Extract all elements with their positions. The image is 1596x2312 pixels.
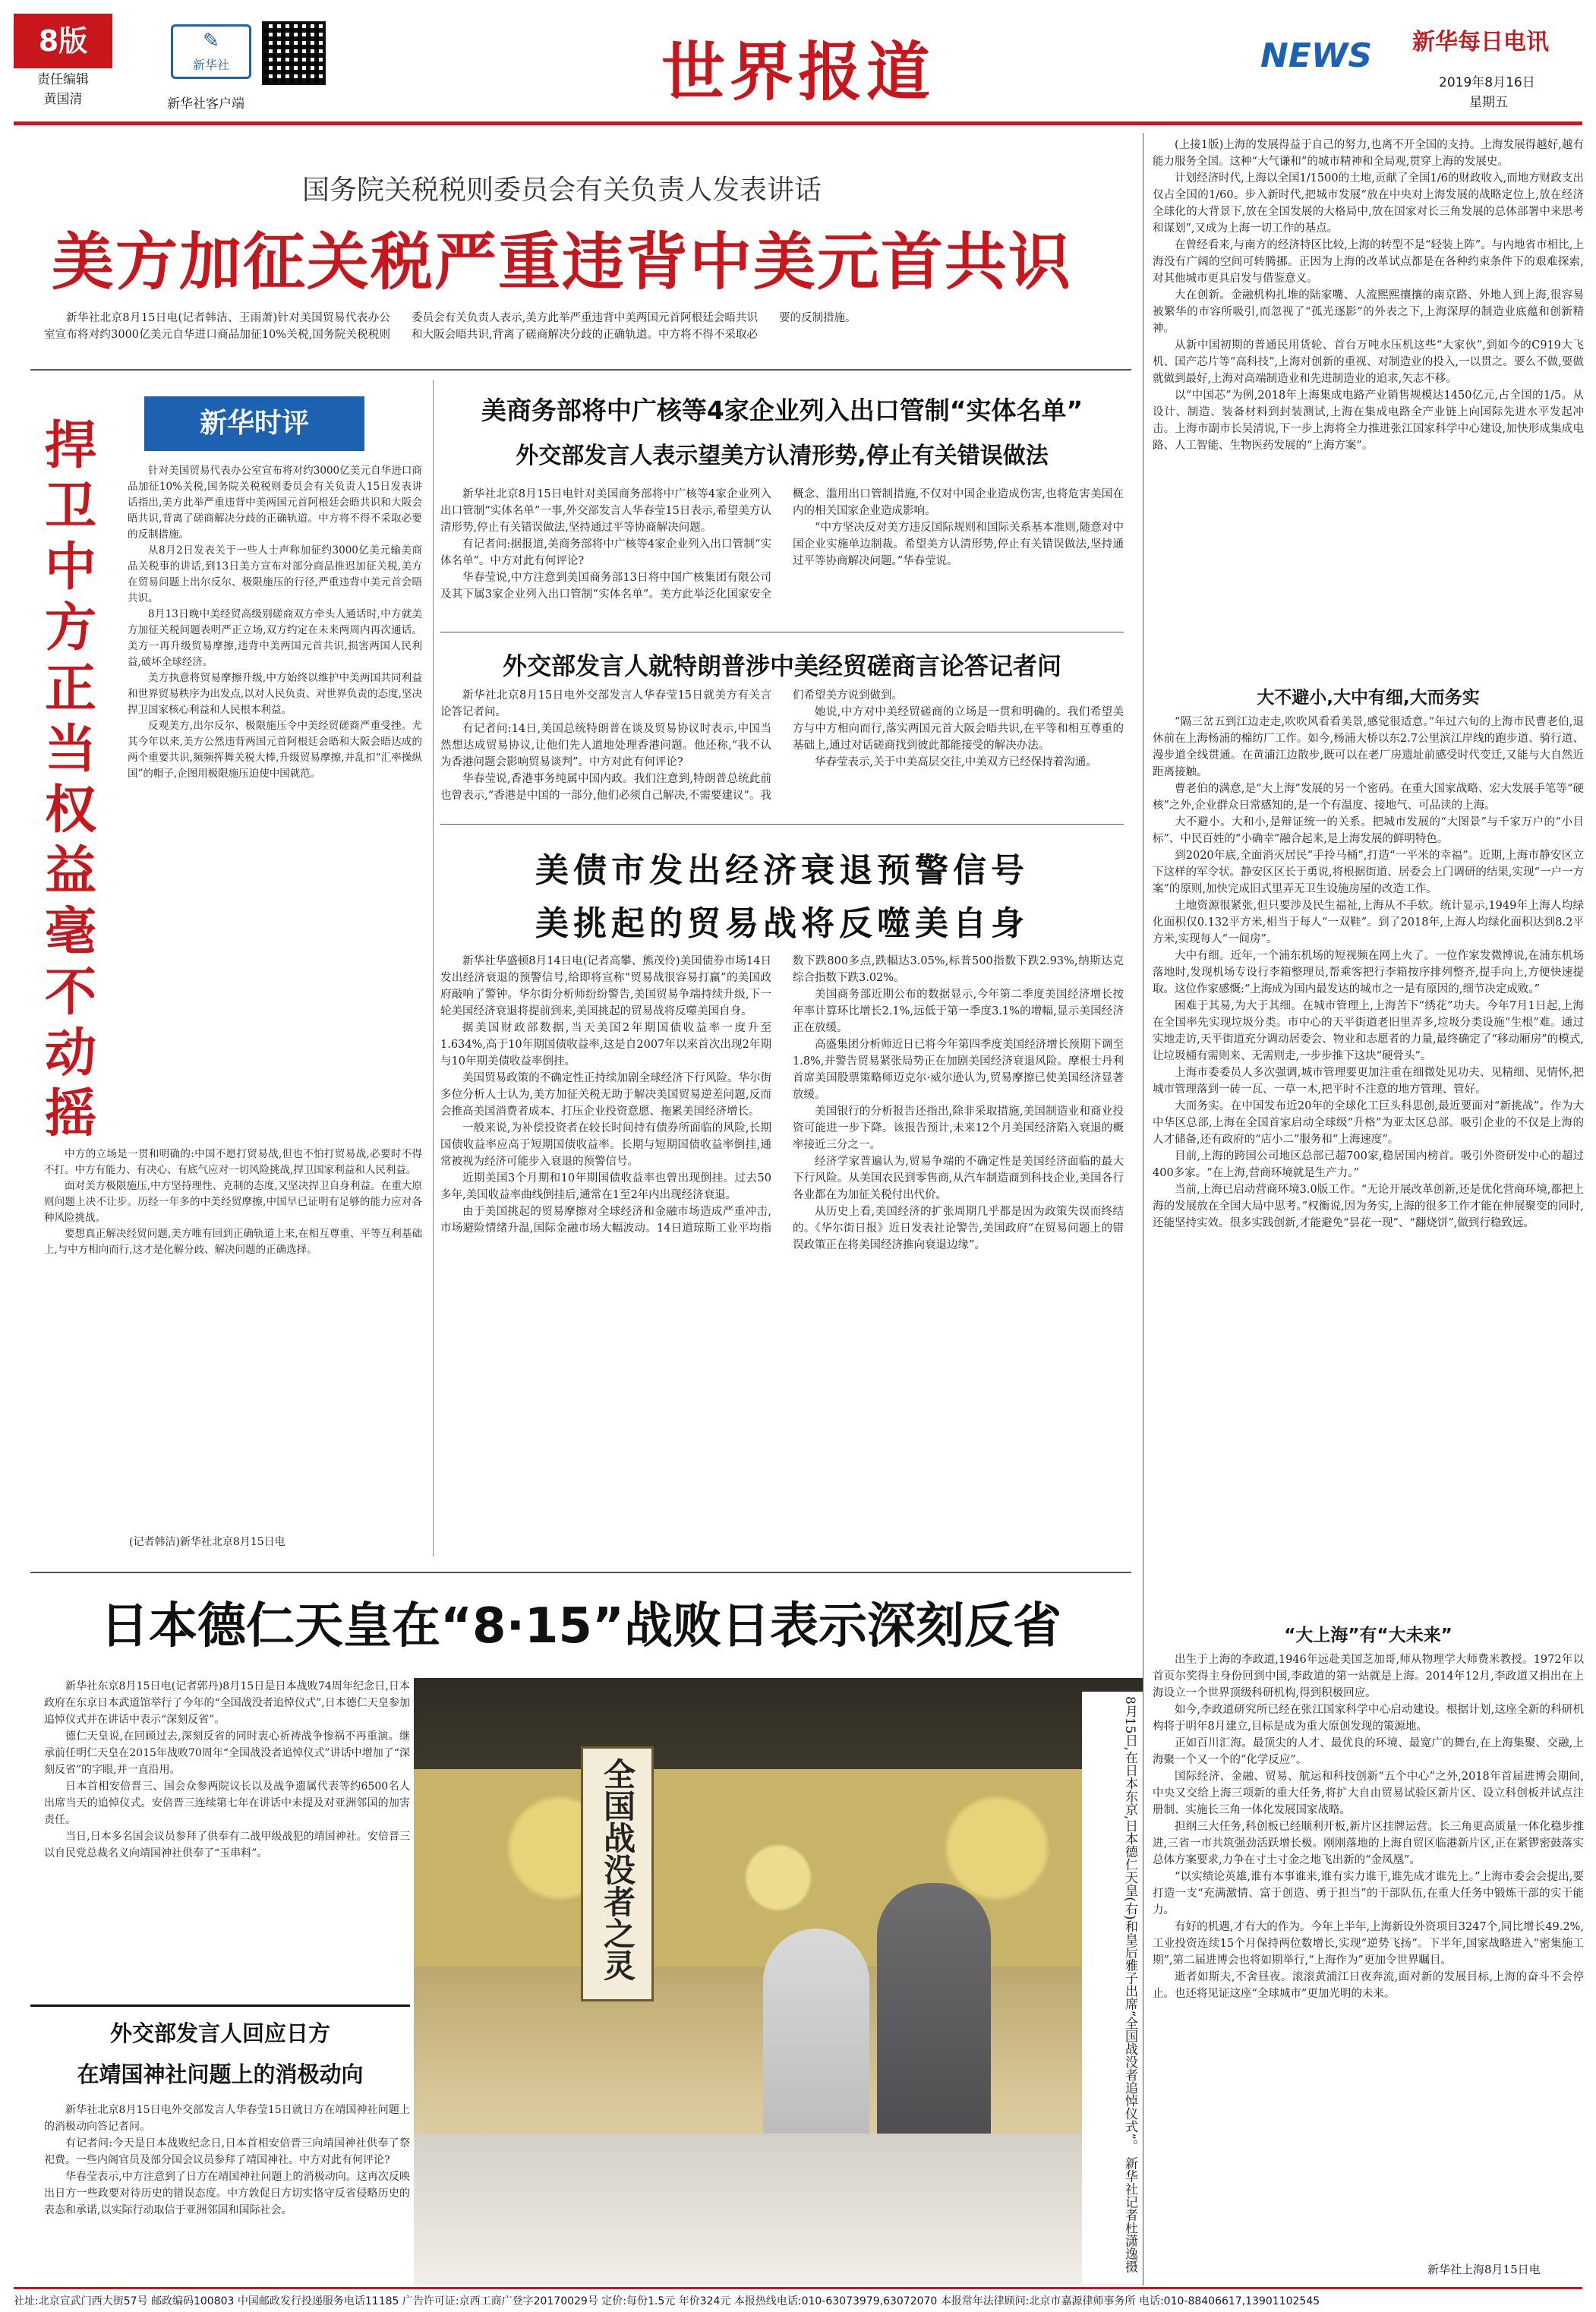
ceremony-photo <box>414 1678 1143 2285</box>
commentary-byline: (记者韩洁)新华社北京8月15日电 <box>129 1536 285 1548</box>
article4-paragraph: 高盛集团分析师近日已将今年第四季度美国经济增长预期下调至1.8%,并警告贸易紧张局势正在加剧美国经济衰退风险。摩根士丹利首席美国股票策略师迈克尔·威尔逊认为,贸易摩擦已使美国经济显著放缓。 <box>793 1039 1124 1101</box>
memorial-text: 全国战没者之灵 <box>599 1758 636 1981</box>
article2-body <box>440 486 1124 623</box>
right-col-paragraph: 国际经济、金融、贸易、航运和科技创新“五个中心”之外,2018年首届进博会期间,中央又交给上海三项新的重大任务,将扩大自由贸易试验区新片区、设立科创板并试点注册制、实施长三角一体化发展国家战略。 <box>1153 1771 1584 1816</box>
article4-paragraph: 近期美国3个月期和10年期国债收益率也曾出现倒挂。过去50多年,美国收益率曲线倒挂后,通常在1至2年内出现经济衰退。 <box>440 1172 771 1201</box>
article4-paragraph: 由于美国挑起的贸易摩擦对全球经济和金融市场造成严重冲击,市场避险情绪升温,国际金融市场大幅波动。14日道琼斯工业平均指数下跌800多点,跌幅达3.05%,标普500指数下跌2.93%,纳斯达克综合指数下跌3.02%。 <box>440 955 1124 1235</box>
article5-paragraph: 新华社东京8月15日电(记者郭丹)8月15日是日本战败74周年纪念日,日本政府在东京日本武道馆举行了今年的“全国战没者追悼仪式”,日本德仁天皇参加追悼仪式并在讲话中表示“深刻反省”。 <box>44 1680 410 1726</box>
editor-name: 黄国清 <box>43 92 83 107</box>
commentary-paragraph: 美方执意将贸易摩擦升级,中方始终以维护中美两国共同利益和世界贸易秩序为出发点,以对人民负责、对世界负责的态度,坚决捍卫国家核心利益和人民根本利益。 <box>128 672 422 716</box>
lead-kicker: 国务院关税税则委员会有关负责人发表讲话 <box>301 175 822 206</box>
right-col-paragraph: 当前,上海已启动营商环境3.0版工作。“无论开展改革创新,还是优化营商环境,都把上海的发展放在全国大局中思考。”权衡说,因为务实,上海的很多工作才能在伸展聚变的同时,还能坚持实效。很多实践创新,才能避免“昙花一现”、“翻烧饼”,做到行稳致远。 <box>1153 1184 1584 1229</box>
right-col-byline: 新华社上海8月15日电 <box>1427 2263 1541 2276</box>
commentary-paragraph: 8月13日晚中美经贸高级别磋商双方牵头人通话时,中方就美方加征关税问题表明严正立场,双方约定在未来两周内再次通话。美方一再升级贸易摩擦,违背中美两国元首共识,损害两国人民利益,破坏全球经济。 <box>128 608 422 668</box>
commentary-paragraph: 针对美国贸易代表办公室宣布将对约3000亿美元自华进口商品加征10%关税,国务院关税税则委员会有关负责人15日发表讲话指出,美方此举严重违背中美两国元首阿根廷会晤共识和大阪会晤共识,背离了磋商解决分歧的正确轨道。中方将不得不采取必要的反制措施。 <box>128 465 422 541</box>
right-col-paragraph: 逝者如斯夫,不舍昼夜。滚滚黄浦江日夜奔流,面对新的发展目标,上海的奋斗不会停止。也还将见证这座“全球城市”更加光明的未来。 <box>1153 1971 1584 2000</box>
right-col-paragraph: 以“中国芯”为例,2018年上海集成电路产业销售规模达1450亿元,占全国的1/5。从设计、制造、装备材料到封装测试,上海在集成电路全产业链上向国际先进水平发起冲击。上海市副市长吴清说,下一步上海将全力推进张江国家科学中心建设,加快形成集成电路、人工智能、生物医药发展的“上海方案”。 <box>1153 390 1584 452</box>
right-col-paragraph: 在曾经看来,与南方的经济特区比较,上海的转型不是“轻装上阵”。与内地省市相比,上海没有广阔的空间可转腾挪。正因为上海的改革试点都是在各种约束条件下的艰难探索,对其他城市更具启发与借鉴意义。 <box>1153 239 1584 285</box>
masthead: 世界报道 <box>661 35 935 109</box>
memorial-pillar <box>581 1746 654 2001</box>
commentary-body <box>128 463 422 1139</box>
article5-paragraph: 日本首相安倍晋三、国会众参两院议长以及战争遗属代表等约6500名人出席当天的追悼仪式。安倍晋三连续第七年在讲话中未提及对亚洲邻国的加害责任。 <box>44 1781 410 1826</box>
article2-title: 美商务部将中广核等4家企业列入出口管制“实体名单” <box>481 396 1083 425</box>
right-col-paragraph: 如今,李政道研究所已经在张江国家科学中心启动建设。根据计划,这座全新的科研机构将于明年8月建立,目标是成为重大原创发现的策源地。 <box>1153 1704 1584 1733</box>
right-col-paragraph: 担纲三大任务,科创板已经顺利开板,新片区挂牌运营。长三角更高质量一体化稳步推进,三省一市共筑强劲活跃增长极。刚刚落地的上海自贸区临港新片区,正在紧锣密鼓落实总体方案要求,力争在寸土寸金之地飞出新的“金凤凰”。 <box>1153 1821 1584 1866</box>
article3-paragraph: 新华社北京8月15日电外交部发言人华春莹15日就美方有关言论答记者问。 <box>440 689 771 718</box>
divider <box>30 1572 1131 1573</box>
article6-paragraph: 有记者问:今天是日本战败纪念日,日本首相安倍晋三向靖国神社供奉了祭祀费。一些内阁官员及部分国会议员参拜了靖国神社。中方对此有何评论? <box>44 2137 410 2166</box>
right-col-paragraph: 困难于其易,为大于其细。在城市管理上,上海苦下“绣花”功夫。今年7月1日起,上海在全国率先实现垃圾分类。市中心的天平街道老旧里弄多,垃圾分类设施“生根”难。通过实地走访,天平街道充分调动居委会、物业和志愿者的力量,最终确定了“移动厢房”的模式,让垃圾桶有需则来、无需则走,一步步推下这块“硬骨头”。 <box>1153 1000 1584 1062</box>
article6-body <box>44 2102 410 2291</box>
article6-paragraph: 新华社北京8月15日电外交部发言人华春莹15日就日方在靖国神社问题上的消极动向答记者问。 <box>44 2104 410 2133</box>
article4-title-2: 美挑起的贸易战将反噬美自身 <box>535 904 1029 943</box>
article4-paragraph: 一般来说,为补偿投资者在较长时间持有债券所面临的风险,长期国债收益率应高于短期国债收益率。长期与短期国债收益率倒挂,通常被视为经济可能步入衰退的预警信号。 <box>440 1122 771 1168</box>
article6-paragraph: 华春莹表示,中方注意到了日方在靖国神社问题上的消极动向。这再次反映出日方一些政要对待历史的错误态度。中方敦促日方切实恪守反省侵略历史的表态和承诺,以实际行动取信于亚洲邻国和国际社会。 <box>44 2171 410 2216</box>
article4-paragraph: 据美国财政部数据,当天美国2年期国债收益率一度升至1.634%,高于10年期国债收益率,这是自2007年以来首次出现2年期与10年期美债收益率倒挂。 <box>440 1022 771 1068</box>
issue-weekday: 星期五 <box>1469 95 1508 110</box>
article5-body <box>44 1678 410 2004</box>
article5-title: 日本德仁天皇在“8·15”战败日表示深刻反省 <box>99 1598 1062 1654</box>
article4-paragraph: 经济学家普遍认为,贸易争端的不确定性是美国经济面临的最大下行风险。从美国农民到零售商,从汽车制造商到科技企业,美国各行各业都在为加征关税付出代价。 <box>793 1156 1124 1201</box>
right-col-body-2 <box>1153 714 1584 1598</box>
commentary-title: 捍卫中方正当权益毫不动摇 <box>44 416 96 1144</box>
edition-number: 8版 <box>14 14 112 68</box>
lead-paragraph: 新华社北京8月15日电(记者韩洁、王雨萧)针对美国贸易代表办公室宣布将对约3000亿美元自华进口商品加征10%关税,国务院关税税则委员会有关负责人表示,美方此举严重违背中美两国元首阿根廷会晤共识和大阪会晤共识,背离了磋商解决分歧的正确轨道。中方将不得不采取必要的反制措施。 <box>44 312 856 341</box>
article2-paragraph: 华春莹说,中方注意到美国商务部13日将中国广核集团有限公司及其下属3家企业列入出口管制“实体名单”。美方此举泛化国家安全概念、滥用出口管制措施,不仅对中国企业造成伤害,也将危害美国在内的相关国家企业造成影响。 <box>440 488 1124 601</box>
commentary-body-cont <box>44 1147 422 1526</box>
xinhua-logo-text: 新华社 <box>192 58 229 72</box>
right-col-paragraph: 计划经济时代,上海以全国1/1500的土地,贡献了全国1/6的财政收入,而地方财政支出仅占全国的1/60。步入新时代,把城市发展“放在中央对上海发展的战略定位上,放在经济全球化的大背景下,放在全国发展的大格局中,放在国家对长三角发展的总体部署中来思考和谋划”,又成为上海一切工作的基点。 <box>1153 172 1584 235</box>
article5-paragraph: 德仁天皇说,在回顾过去,深刻反省的同时衷心祈祷战争惨祸不再重演。继承前任明仁天皇在2015年战败70周年“全国战没者追悼仪式”讲话中增加了“深刻反省”的字眼,并一直沿用。 <box>44 1730 410 1776</box>
commentary-paragraph: 要想真正解决经贸问题,美方唯有回到正确轨道上来,在相互尊重、平等互利基础上,与中方相向而行,这才是化解分歧、解决问题的正确选择。 <box>44 1228 422 1256</box>
article2-paragraph: “中方坚决反对美方违反国际规则和国际关系基本准则,随意对中国企业实施单边制裁。希望美方认清形势,停止有关错误做法,坚持通过平等协商解决问题。”华春莹说。 <box>793 522 1124 567</box>
right-col-paragraph: 大而务实。在中国发布近20年的全球化工巨头科思创,最近要面对“新挑战”。作为大中华区总部,上海在全国首家启动全球级“升格”为亚太区总部。吸引企业的不仅是上海的人才储备,还有政府的“店小二”服务和“上海速度”。 <box>1153 1100 1584 1146</box>
commentary-badge: 新华时评 <box>144 396 364 451</box>
article4-title-1: 美债市发出经济衰退预警信号 <box>535 851 1029 890</box>
app-label: 新华社客户端 <box>167 96 244 112</box>
right-col-paragraph: “以实绩论英雄,谁有本事谁来,谁有实力谁干,谁先成才谁先上。”上海市委会会提出,要打造一支“充满激情、富于创造、勇于担当”的干部队伍,在重大任务中锻炼干部的实干能力。 <box>1153 1871 1584 1916</box>
flower-altar <box>414 1769 1143 1967</box>
divider <box>30 2004 410 2007</box>
article4-body <box>440 953 1124 1560</box>
issue-date: 2019年8月16日 <box>1439 75 1535 90</box>
right-col-paragraph: 土地资源很紧张,但只要涉及民生福祉,上海从不手软。统计显示,1949年上海人均绿化面积仅0.132平方米,相当于每人“一双鞋”。到了2018年,上海人均绿化面积达到8.2平方米,实现每人“一间房”。 <box>1153 900 1584 945</box>
lead-text <box>44 310 1125 363</box>
right-col-paragraph: 大中有细。近年,一个浦东机场的短视频在网上火了。一位作家发微博说,在浦东机场落地时,发现机场专设行李箱整理员,帮乘客把行李箱按序排列整齐,提手向上,方便快速提取。这位作家感慨:“上海成为国内最发达的城市之一是有原因的,细节决定成败。” <box>1153 950 1584 995</box>
article4-paragraph: 从历史上看,美国经济的扩张周期几乎都是因为政策失误而终结的。《华尔街日报》近日发表社论警告,美国政府“在贸易问题上的错误政策正在将美国经济推向衰退边缘”。 <box>793 1206 1124 1251</box>
right-col-paragraph: 大在创新。金融机构扎堆的陆家嘴、人流熙熙攘攘的南京路、外地人到上海,很容易被繁华的市容所吸引,而忽视了“孤光逐影”的外表之下,上海深厚的制造业底蕴和创新精神。 <box>1153 289 1584 335</box>
divider <box>440 824 1124 825</box>
article6-title-2: 在靖国神社问题上的消极动向 <box>77 2061 364 2087</box>
right-col-paragraph: 正如百川汇海。最顶尖的人才、最优良的环境、最宽广的舞台,在上海集聚、交融,上海聚一个又一个的“化学反应”。 <box>1153 1737 1584 1766</box>
commentary-paragraph: 面对美方极限施压,中方坚持理性、克制的态度,又坚决捍卫自身利益。在重大原则问题上决不让步。历经一年多的中美经贸摩擦,中国早已证明有足够的能力应对各种风险挑战。 <box>44 1180 422 1224</box>
right-col-section-2: “大上海”有“大未来” <box>1284 1626 1452 1645</box>
divider <box>30 369 1131 371</box>
photo-caption: 8月15日,在日本东京,日本德仁天皇(右)和皇后雅子出席“全国战没者追悼仪式”。 新华社记者杜潇逸摄 <box>1082 1692 1143 2284</box>
right-col-paragraph: 上海市委委员人多次强调,城市管理要更加注重在细微处见功夫、见精细、见情怀,把城市管理落到一砖一瓦、一草一木,把平时不注意的地方管理、管好。 <box>1153 1067 1584 1096</box>
right-col-section-1: 大不避小,大中有细,大而务实 <box>1257 688 1480 708</box>
header-rule <box>14 121 1582 125</box>
article3-title: 外交部发言人就特朗普涉中美经贸磋商言论答记者问 <box>502 651 1061 680</box>
commentary-paragraph: 中方的立场是一贯和明确的:中国不愿打贸易战,但也不怕打贸易战,必要时不得不打。中方有能力、有决心、有底气应对一切风险挑战,捍卫国家利益和人民利益。 <box>44 1148 422 1176</box>
right-col-body-1 <box>1153 137 1584 661</box>
right-col-body-3 <box>1153 1651 1584 2247</box>
stage-floor <box>414 2134 1143 2285</box>
right-col-paragraph: 大不避小。大和小,是辩证统一的关系。把城市发展的“大图景”与千家万户的“小目标”、中民百姓的“小确幸”融合起来,是上海发展的鲜明特色。 <box>1153 816 1584 845</box>
xinhua-app-logo[interactable]: ✎ 新华社 <box>171 24 251 79</box>
article2-paragraph: 新华社北京8月15日电针对美国商务部将中广核等4家企业列入出口管制“实体名单”一事,外交部发言人华春莹15日表示,希望美方认清形势,停止有关错误做法,坚持通过平等协商解决问题。 <box>440 488 771 534</box>
right-col-paragraph: 曹老伯的满意,是“大上海”发展的另一个密码。在重大国家战略、宏大发展手笔等“硬核”之外,企业群众日常感知的,是一个有温度、接地气、可品读的上海。 <box>1153 783 1584 812</box>
article3-body <box>440 687 1124 815</box>
lead-headline: 美方加征关税严重违背中美元首共识 <box>51 226 1072 298</box>
footer-text: 社址:北京宣武门西大街57号 邮政编码100803 中国邮政发行投递服务电话11185 广告许可证:京西工商广登字20170029号 定价:每份1.5元 年价324元 本报热线电话:010-63073979,63072070 本报常年法律顾问:北京市嘉源律师事务所 电话:010-88406617,13901102545 <box>14 2295 1320 2307</box>
footer-rule <box>14 2287 1582 2289</box>
article4-paragraph: 美国银行的分析报告还指出,除非采取措施,美国制造业和商业投资可能进一步下降。该报告预计,未来12个月美国经济陷入衰退的概率接近三分之一。 <box>793 1106 1124 1151</box>
article6-title-1: 外交部发言人回应日方 <box>109 2020 330 2046</box>
article5-paragraph: 当日,日本多名国会议员参拜了供奉有二战甲级战犯的靖国神社。安倍晋三以自民党总裁名义向靖国神社供奉了“玉串料”。 <box>44 1831 410 1859</box>
commentary-paragraph: 反观美方,出尔反尔、极限施压令中美经贸磋商严重受挫。尤其今年以来,美方公然违背两国元首阿根廷会晤和大阪会晤达成的两个重要共识,频频挥舞关税大棒,升级贸易摩擦,并乱扣“汇率操纵国”的帽子,企图用极限施压迫使中国就范。 <box>128 720 422 780</box>
article4-paragraph: 美国商务部近期公布的数据显示,今年第二季度美国经济增长按年率计算环比增长2.1%,远低于第一季度3.1%的增幅,显示美国经济正在放缓。 <box>793 989 1124 1034</box>
editor-role: 责任编辑 <box>37 72 89 87</box>
article3-paragraph: 有记者问:14日,美国总统特朗普在谈及贸易协议时表示,中国当然想达成贸易协议,让他们先人道地处理香港问题。他还称,“我不认为香港问题会影响贸易谈判”。中方对此有何评论? <box>440 723 771 768</box>
right-col-paragraph: 有好的机遇,才有大的作为。今年上半年,上海新设外资项目3247个,同比增长49.2%,工业投资连续15个月保持两位数增长,实现“逆势飞扬”。下半年,国家战略进入“密集施工期”,第二届进博会也将如期举行,“上海作为”更加令世界瞩目。 <box>1153 1921 1584 1967</box>
right-col-paragraph: 出生于上海的李政道,1946年远赴美国芝加哥,师从物理学大师费米教授。1972年以首页尔奖得主身份回到中国,李政道的第一站就是上海。2014年12月,李政道又捐出在上海设立一个世界顶级科研机构,得到积极回应。 <box>1153 1654 1584 1699</box>
right-col-paragraph: 从新中国初期的普通民用货轮、首台万吨水压机这些“大家伙”,到如今的C919大飞机、国产芯片等“高科技”,上海对创新的重视、对制造业的投入,一以贯之。要么不做,要做就做到最好,上海对高端制造业和先进制造业的追求,矢志不移。 <box>1153 339 1584 385</box>
right-col-paragraph: (上接1版)上海的发展得益于自己的努力,也离不开全国的支持。上海发展得越好,越有能力服务全国。这种“大气谦和”的城市精神和全局观,贯穿上海的发展史。 <box>1153 139 1584 168</box>
commentary-paragraph: 从8月2日发表关于一些人士声称加征约3000亿美元输美商品关税事的讲话,到13日美方宣布对部分商品推迟加征关税,美方在贸易问题上出尔反尔、极限施压的行径,严重违背中美元首会晤共识。 <box>128 544 422 604</box>
paper-name: 新华每日电讯 <box>1412 29 1549 55</box>
article4-paragraph: 美国贸易政策的不确定性正持续加剧全球经济下行风险。华尔街多位分析人士认为,美方加征关税无助于解决美国贸易逆差问题,反而会推高美国消费者成本、打压企业投资意愿、拖累美国经济增长。 <box>440 1072 771 1118</box>
right-col-paragraph: 到2020年底,全面消灭居民“手拎马桶”,打造“一平米的幸福”。近期,上海市静安区立下这样的军令状。静安区区长于勇说,将根据街道、居委会上门调研的结果,实现“一户一方案”的原则,加快完成旧式里弄无卫生设施房屋的改造工作。 <box>1153 850 1584 895</box>
article3-paragraph: 她说,中方对中美经贸磋商的立场是一贯和明确的。我们希望美方与中方相向而行,落实两国元首大阪会晤共识,在平等和相互尊重的基础上,通过对话磋商找到彼此都能接受的解决办法。 <box>793 706 1124 752</box>
article2-paragraph: 有记者问:据报道,美商务部将中广核等4家企业列入出口管制“实体名单”。中方对此有何评论? <box>440 538 771 567</box>
news-logo: NEWS <box>1260 36 1373 75</box>
article3-paragraph: 华春莹表示,关于中美高层交往,中美双方已经保持着沟通。 <box>815 756 1097 768</box>
article2-subtitle: 外交部发言人表示望美方认清形势,停止有关错误做法 <box>516 443 1049 469</box>
article3-paragraph: 华春莹说,香港事务纯属中国内政。我们注意到,特朗普总统此前也曾表示,“香港是中国的一部分,他们必须自己解决,不需要建议”。我们希望美方说到做到。 <box>440 689 903 802</box>
right-col-paragraph: “隔三岔五到江边走走,吹吹风看看美景,感觉很适意。”年过六旬的上海市民曹老伯,退休前在上海杨浦的棉纺厂工作。如今,杨浦大桥以东2.7公里滨江岸线的跑步道、骑行道、漫步道全线贯通。在黄浦江边散步,既可以在老厂房遗址前感受时代变迁,又能与大自然近距离接触。 <box>1153 716 1584 778</box>
right-col-paragraph: 目前,上海的跨国公司地区总部已超700家,稳居国内榜首。吸引外资研发中心的超过400多家。“在上海,营商环境就是生产力。” <box>1153 1150 1584 1179</box>
article4-paragraph: 新华社华盛顿8月14日电(记者高攀、熊茂伶)美国债券市场14日发出经济衰退的预警信号,给即将宣称“贸易战很容易打赢”的美国政府敲响了警钟。华尔街分析师纷纷警告,美国贸易争端持续升级,下一轮美国经济衰退将提前到来,美国挑起的贸易战将反噬美国自身。 <box>440 955 771 1017</box>
